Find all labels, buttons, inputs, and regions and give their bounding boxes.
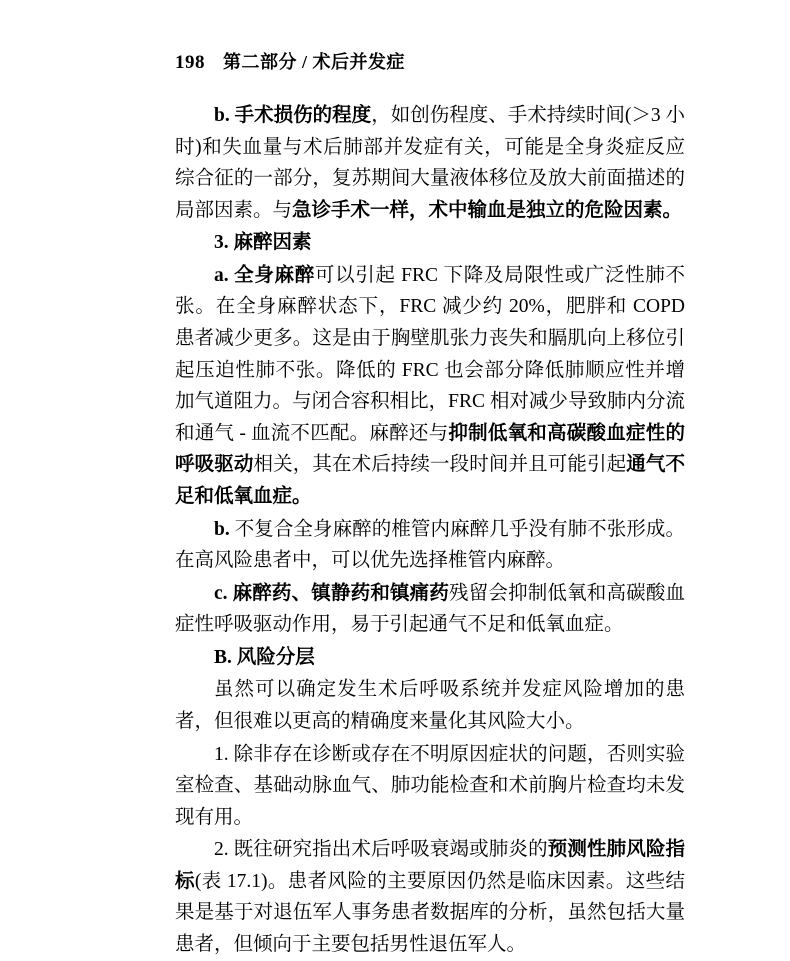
p-1-tests: [175, 739, 685, 834]
emphasis-text: B. 风险分层: [214, 646, 315, 668]
emphasis-text: b.: [214, 518, 230, 540]
body-text-run: 相关，其在术后持续一段时间并且可能引起: [253, 454, 627, 476]
emphasis-text: a. 全身麻醉: [214, 264, 315, 286]
body-text-run: 虽然可以确定发生术后呼吸系统并发症风险增加的患者，但很难以更高的精确度来量化其风险大小。: [175, 679, 685, 732]
body-text-run: 2. 既往研究指出术后呼吸衰竭或肺炎的: [214, 839, 548, 861]
body-text-run: ，如创伤程度、手术持续时间(＞3 小时)和失血量与术后肺部并发症有关，可能是全身炎症反应综合征的一部分，复苏期间大量液体移位及放大前面描述的局部因素。与: [175, 105, 685, 221]
page-body: [175, 100, 685, 961]
p-b-neuraxial: [175, 514, 685, 577]
body-text-run: 1. 除非存在诊断或存在不明原因症状的问题，否则实验室检查、基础动脉血气、肺功能检查和术前胸片检查均未发现有用。: [175, 743, 685, 828]
page-header: [175, 48, 720, 74]
emphasis-text: 抑制低氧和高碳酸血症性的呼吸驱动: [175, 422, 685, 476]
paragraph-container: [175, 100, 685, 961]
p-B-risk-stratification: [175, 642, 685, 674]
body-text-run: 不复合全身麻醉的椎管内麻醉几乎没有肺不张形成。在高风险患者中，可以优先选择椎管内麻醉。: [175, 518, 685, 572]
p-3-anesthesia-factors: [175, 227, 685, 259]
emphasis-text: 急诊手术一样，术中输血是独立的危险因素。: [292, 199, 683, 221]
p-b-surgical-injury: [175, 100, 685, 226]
emphasis-text: 通气不足和低氧血症。: [175, 454, 685, 507]
part-title: 第二部分 / 术后并发症: [223, 52, 406, 72]
page-number: 198: [175, 52, 205, 73]
p-risk-quantify: [175, 674, 685, 737]
p-2-studies: [175, 834, 685, 960]
emphasis-text: 3. 麻醉因素: [214, 232, 312, 254]
p-a-general-anesthesia: [175, 260, 685, 513]
body-text-run: (表 17.1)。患者风险的主要原因仍然是临床因素。这些结果是基于对退伍军人事务患者数据库的分析，虽然包括大量患者，但倾向于主要包括男性退伍军人。: [175, 870, 685, 956]
emphasis-text: c. 麻醉药、镇静药和镇痛药: [214, 582, 450, 604]
emphasis-text: b. 手术损伤的程度: [214, 105, 372, 126]
body-text-run: 残留会抑制低氧和高碳酸血症性呼吸驱动作用，易于引起通气不足和低氧血症。: [175, 582, 685, 636]
body-text-run: 可以引起 FRC 下降及局限性或广泛性肺不张。在全身麻醉状态下，FRC 减少约 20%，肥胖和 COPD 患者减少更多。这是由于胸壁肌张力丧失和膈肌向上移位引起压迫性肺不张。降低的 FRC 也会部分降低肺顺应性并增加气道阻力。与闭合容积相比，FRC 相对减少导致肺内分流和通气 - 血流不匹配。麻醉还与: [175, 264, 685, 444]
emphasis-text: 预测性肺风险指标: [175, 839, 685, 892]
p-c-residual-drugs: [175, 578, 685, 641]
